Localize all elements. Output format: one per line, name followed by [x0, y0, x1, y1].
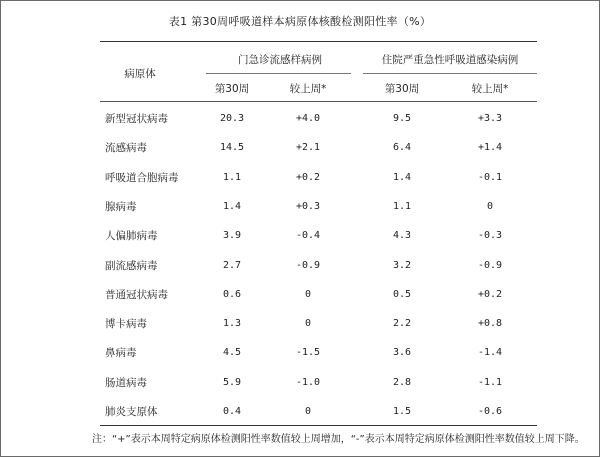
- table-bottom-rule: [100, 425, 537, 426]
- ip-change-value: -0.3: [477, 230, 503, 241]
- op-change-value: -0.9: [295, 260, 321, 271]
- table-footnote: 注：“+”表示本周特定病原体检测阳性率数值较上周增加，“-”表示本周特定病原体检测阳性率数值较上周下降。: [92, 434, 585, 445]
- op-week-value: 0.4: [222, 406, 242, 417]
- pathogen-name: 流感病毒: [105, 142, 147, 154]
- op-change-value: -1.0: [295, 377, 321, 388]
- op-change-value: +0.3: [295, 201, 321, 212]
- ip-week-value: 2.8: [392, 377, 412, 388]
- op-change-value: +4.0: [295, 113, 321, 124]
- ip-week-value: 9.5: [392, 113, 412, 124]
- pathogen-name: 博卡病毒: [105, 318, 147, 330]
- op-week-value: 5.9: [222, 377, 242, 388]
- ip-change-value: +1.4: [477, 142, 503, 153]
- header-ip-change: 较上周*: [471, 83, 509, 95]
- op-change-value: -0.4: [295, 230, 321, 241]
- op-week-value: 14.5: [219, 142, 245, 153]
- header-op-week: 第30周: [214, 83, 250, 95]
- table-top-rule: [100, 41, 537, 42]
- ip-change-value: +3.3: [477, 113, 503, 124]
- ip-week-value: 4.3: [392, 230, 412, 241]
- header-pathogen: 病原体: [124, 68, 156, 80]
- header-bottom-rule: [100, 101, 537, 102]
- header-outpatient-group: 门急诊流感样病例: [238, 54, 322, 66]
- header-inpatient-group: 住院严重急性呼吸道感染病例: [381, 54, 519, 66]
- op-change-value: 0: [304, 406, 312, 417]
- op-week-value: 20.3: [219, 113, 245, 124]
- pathogen-name: 鼻病毒: [105, 347, 137, 359]
- pathogen-name: 腺病毒: [105, 201, 137, 213]
- ip-change-value: 0: [486, 201, 494, 212]
- ip-change-value: -1.1: [477, 377, 503, 388]
- ip-week-value: 2.2: [392, 318, 412, 329]
- ip-week-value: 0.5: [392, 289, 412, 300]
- op-change-value: 0: [304, 318, 312, 329]
- pathogen-name: 肺炎支原体: [105, 406, 158, 418]
- ip-week-value: 3.6: [392, 347, 412, 358]
- op-week-value: 2.7: [222, 260, 242, 271]
- pathogen-name: 肠道病毒: [105, 377, 147, 389]
- ip-change-value: +0.8: [477, 318, 503, 329]
- pathogen-name: 副流感病毒: [105, 260, 158, 272]
- op-change-value: -1.5: [295, 347, 321, 358]
- outpatient-group-rule: [206, 73, 351, 74]
- ip-change-value: -0.6: [477, 406, 503, 417]
- ip-change-value: -0.1: [477, 172, 503, 183]
- op-week-value: 1.1: [222, 172, 242, 183]
- pathogen-name: 呼吸道合胞病毒: [105, 172, 179, 184]
- ip-change-value: +0.2: [477, 289, 503, 300]
- op-week-value: 4.5: [222, 347, 242, 358]
- ip-change-value: -0.9: [477, 260, 503, 271]
- ip-change-value: -1.4: [477, 347, 503, 358]
- op-change-value: 0: [304, 289, 312, 300]
- op-change-value: +2.1: [295, 142, 321, 153]
- ip-week-value: 1.4: [392, 172, 412, 183]
- pathogen-name: 人偏肺病毒: [105, 230, 158, 242]
- pathogen-name: 普通冠状病毒: [105, 289, 168, 301]
- table-title: 表1 第30周呼吸道样本病原体核酸检测阳性率（%）: [168, 15, 432, 28]
- op-week-value: 1.3: [222, 318, 242, 329]
- ip-week-value: 1.1: [392, 201, 412, 212]
- header-ip-week: 第30周: [384, 83, 420, 95]
- ip-week-value: 1.5: [392, 406, 412, 417]
- ip-week-value: 3.2: [392, 260, 412, 271]
- pathogen-name: 新型冠状病毒: [105, 113, 168, 125]
- op-change-value: +0.2: [295, 172, 321, 183]
- ip-week-value: 6.4: [392, 142, 412, 153]
- op-week-value: 1.4: [222, 201, 242, 212]
- header-op-change: 较上周*: [289, 83, 327, 95]
- inpatient-group-rule: [363, 73, 537, 74]
- op-week-value: 0.6: [222, 289, 242, 300]
- op-week-value: 3.9: [222, 230, 242, 241]
